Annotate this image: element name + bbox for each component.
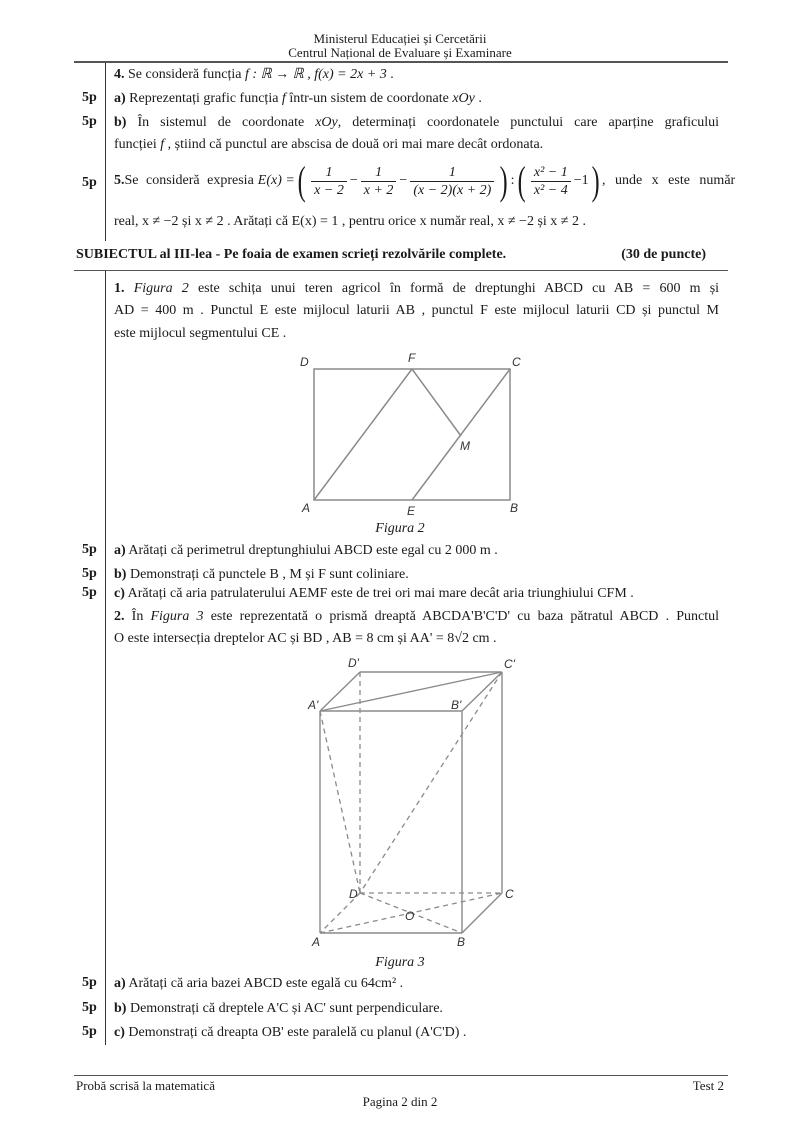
- p1b-label: b): [114, 567, 127, 582]
- label-C: C: [512, 355, 521, 369]
- figure-2-rectangle: [290, 345, 540, 525]
- p2-text: este reprezentată o prismă dreaptă ABCDA'B'C'D' cu baza pătratul ABCD . Punctul: [203, 609, 720, 624]
- p2a-text: Arătați că aria bazei ABCD este egală cu 64cm² .: [125, 976, 404, 991]
- p1c-label: c): [114, 586, 125, 601]
- section-rule: [74, 270, 728, 271]
- q4b-f: f: [160, 137, 165, 152]
- label-C: C: [505, 887, 514, 901]
- q4b-line1: [114, 114, 719, 132]
- colon: :: [510, 173, 515, 188]
- footer-left: Probă scrisă la matematică: [76, 1078, 215, 1093]
- points-p2b: 5p: [82, 1000, 97, 1015]
- p1-line3: este mijlocul segmentului CE .: [114, 326, 287, 341]
- label-O: O: [405, 909, 415, 923]
- q4b-text2: , determinați coordonatele punctului care aparține graficului: [337, 115, 719, 130]
- p2-text-pre: În: [124, 609, 151, 624]
- p2a: [114, 975, 719, 993]
- p1-line1: [114, 280, 719, 298]
- frac4-num: x² − 1: [531, 164, 571, 182]
- p1a-text: Arătați că perimetrul dreptunghiului ABCD este egal cu 2 000 m .: [125, 543, 498, 558]
- label-D: D: [300, 355, 309, 369]
- q4a-f: f: [281, 91, 286, 106]
- q5-line1: [114, 158, 736, 204]
- q5-line2: real, x ≠ −2 și x ≠ 2 . Arătați că E(x) = 1 , pentru orice x număr real, x ≠ −2 și x ≠ 2 .: [114, 214, 586, 229]
- header-rule: [74, 61, 728, 63]
- p1c-text: Arătați că aria patrulaterului AEMF este de trei ori mai mare decât aria triunghiului CFM .: [124, 586, 634, 601]
- q4-intro: [114, 66, 719, 84]
- p2c-text: Demonstrați că dreapta OB' este paralelă cu planul (A'C'D) .: [124, 1025, 467, 1040]
- q4b-text4: , știind că punctul are abscisa de două ori mai mare decât ordonata.: [164, 137, 544, 152]
- label-D: D: [349, 887, 358, 901]
- label-C1: C': [504, 657, 515, 671]
- q4-function: f : ℝ → ℝ , f(x) = 2x + 3: [245, 67, 387, 82]
- p2-number: 2.: [114, 609, 125, 624]
- minus-one: −1: [573, 173, 589, 188]
- points-p2c: 5p: [82, 1024, 97, 1039]
- rectangle-ABCD: [314, 369, 510, 500]
- p2-fig-ref: Figura 3: [150, 609, 204, 624]
- frac2-den: x + 2: [363, 182, 394, 198]
- frac1-den: x − 2: [314, 182, 344, 198]
- q5-frac-1: [311, 164, 347, 199]
- label-A: A: [302, 501, 311, 515]
- footer-right: Test 2: [692, 1078, 724, 1093]
- points-p1c: 5p: [82, 585, 97, 600]
- p2b: [114, 1000, 719, 1018]
- label-B1: B': [451, 698, 462, 712]
- points-column-divider-2: [105, 271, 106, 1045]
- frac1-num: 1: [311, 164, 347, 182]
- q4a-label: a): [114, 91, 126, 106]
- label-B: B: [457, 935, 466, 949]
- points-q4a: 5p: [82, 90, 97, 105]
- p1-line2: AD = 400 m . Punctul E este mijlocul laturii AB , punctul F este mijlocul laturii CD și punctul M: [114, 303, 719, 318]
- label-A1: A': [308, 698, 319, 712]
- segment-AF: [314, 369, 412, 500]
- q4a-xoy: xOy: [452, 91, 475, 106]
- q5-frac-3: [410, 164, 494, 199]
- edge-A1D1: [320, 672, 360, 711]
- q4a: [114, 90, 719, 108]
- label-F: F: [408, 351, 416, 365]
- segment-C1D-hidden: [360, 672, 502, 893]
- figure-3-caption: Figura 3: [375, 955, 425, 970]
- footer-page: Pagina 2 din 2: [362, 1094, 438, 1109]
- paren-close: ): [499, 158, 508, 203]
- figure-3-prism: [300, 650, 530, 950]
- segment-FM: [412, 369, 461, 436]
- p1a: [114, 542, 719, 560]
- q5-frac-4: [531, 164, 571, 199]
- q4a-text2: într-un sistem de coordonate: [285, 91, 453, 106]
- edge-B1C1: [462, 672, 502, 711]
- q5-E: E(x) =: [257, 173, 295, 188]
- points-q4b: 5p: [82, 114, 97, 129]
- p1b: [114, 566, 719, 584]
- p1b-text: Demonstrați că punctele B , M și F sunt coliniare.: [126, 567, 409, 582]
- q4b-text3: funcției: [114, 137, 161, 152]
- q4a-text: Reprezentați grafic funcția: [125, 91, 282, 106]
- q4-text: Se consideră funcția: [124, 67, 246, 82]
- q4b-text: În sistemul de coordonate: [126, 115, 316, 130]
- paren-open-2: (: [517, 158, 526, 203]
- section-3-heading: [76, 247, 716, 263]
- frac3-den: (x − 2)(x + 2): [413, 182, 492, 198]
- points-q5: 5p: [82, 175, 97, 190]
- p1-fig-ref: Figura 2: [133, 281, 189, 296]
- points-p1a: 5p: [82, 542, 97, 557]
- q4b-xoy: xOy: [315, 115, 338, 130]
- diag-A1C1: [320, 672, 502, 711]
- p2-line2: O este intersecția dreptelor AC și BD , AB = 8 cm și AA' = 8√2 cm .: [114, 631, 497, 646]
- points-p1b: 5p: [82, 566, 97, 581]
- q4-end: .: [386, 67, 394, 82]
- figure-2-caption: Figura 2: [375, 521, 425, 536]
- p2a-label: a): [114, 976, 126, 991]
- frac3-num: 1: [410, 164, 494, 182]
- edge-BC: [462, 893, 502, 933]
- q5-frac-2: [361, 164, 397, 199]
- minus: −: [349, 173, 358, 188]
- section-3-points: (30 de puncte): [621, 247, 706, 262]
- q4b-line2: [114, 136, 719, 154]
- points-column-divider: [105, 63, 106, 241]
- frac2-num: 1: [361, 164, 397, 182]
- p1-number: 1.: [114, 281, 125, 296]
- label-M: M: [460, 439, 470, 453]
- frac4-den: x² − 4: [533, 182, 568, 198]
- q4-number: 4.: [114, 67, 125, 82]
- q4a-end: .: [474, 91, 482, 106]
- p1a-label: a): [114, 543, 126, 558]
- q4b-label: b): [114, 115, 127, 130]
- label-A: A: [312, 935, 321, 949]
- p1c: [114, 585, 719, 603]
- label-E: E: [407, 504, 416, 518]
- p2c: [114, 1024, 719, 1042]
- section-3-title: SUBIECTUL al III-lea - Pe foaia de examen scrieți rezolvările complete.: [76, 247, 507, 262]
- p2b-label: b): [114, 1001, 127, 1016]
- header-ministry: Ministerul Educației și Cercetării: [313, 31, 487, 46]
- header-center: Centrul Național de Evaluare și Examinare: [288, 45, 512, 60]
- p1-text: este schița unui teren agricol în formă de dreptunghi ABCD cu AB = 600 m și: [188, 281, 720, 296]
- paren-close-2: ): [591, 158, 600, 203]
- label-D1: D': [348, 656, 359, 670]
- p2-line1: [114, 608, 719, 626]
- paren-open: (: [297, 158, 306, 203]
- segment-A1D-hidden: [320, 711, 360, 893]
- q5-number: 5.: [114, 173, 125, 188]
- footer-rule: [74, 1075, 728, 1076]
- minus: −: [399, 173, 408, 188]
- label-B: B: [510, 501, 519, 515]
- p2c-label: c): [114, 1025, 125, 1040]
- q5-text: Se consideră expresia: [124, 173, 254, 188]
- q5-post: , unde x este număr: [601, 173, 736, 188]
- points-p2a: 5p: [82, 975, 97, 990]
- p2b-text: Demonstrați că dreptele A'C și AC' sunt perpendiculare.: [126, 1001, 443, 1016]
